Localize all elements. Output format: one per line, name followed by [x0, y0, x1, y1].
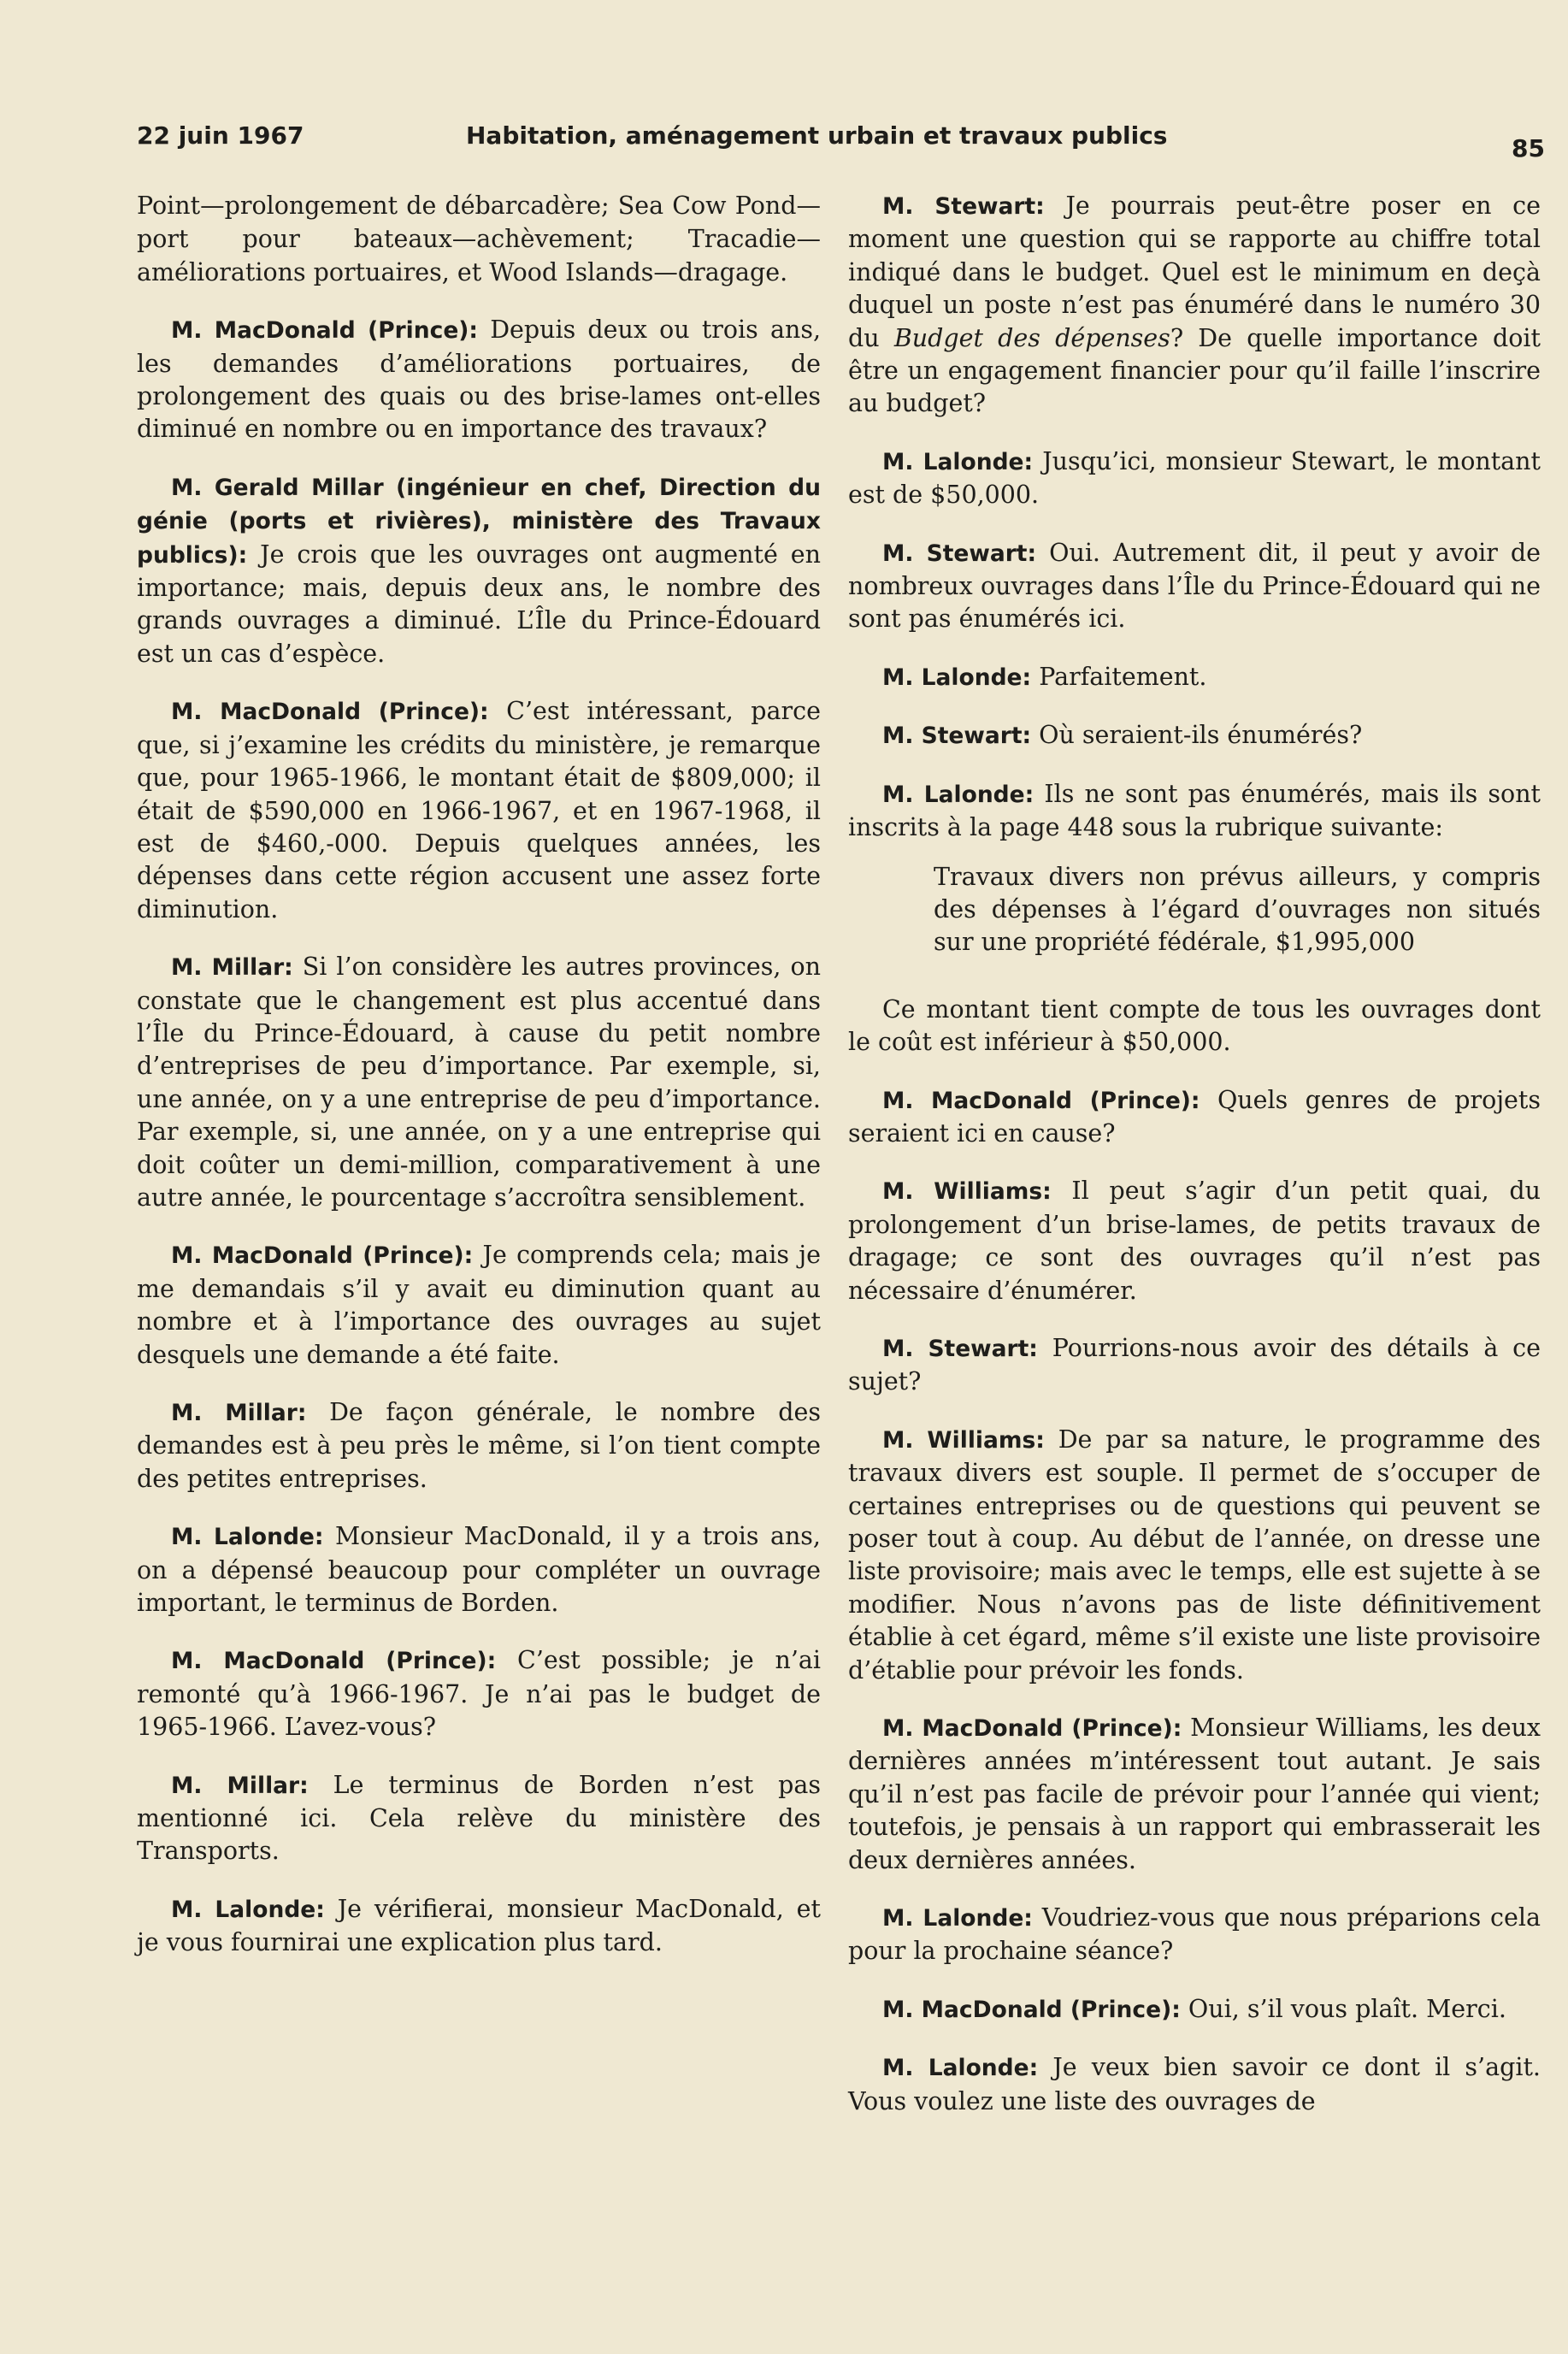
paragraph-text: Jusqu’ici, monsieur Stewart, le montant est de $50,000.: [848, 446, 1541, 510]
paragraph: [848, 1175, 1541, 1307]
paragraph-text: Depuis deux ou trois ans, les demandes d’améliorations portuaires, de prolongement des quais ou des brise-lames ont-elles diminué en nombre ou en importance des travaux?: [137, 316, 822, 444]
paragraph-text: Parfaitement.: [1039, 662, 1207, 691]
paragraph-text: De par sa nature, le programme des travaux divers est souple. Il permet de s’occuper de certaines entreprises ou de questions qui peuvent se poser tout à coup. Au début de l’année, on dresse une liste provisoire; mais avec le temps, elle est sujette à se modifier. Nous n’avons pas de liste définitivement établie à cet égard, même s’il existe une liste provisoire d’établie pour prévoir les fonds.: [848, 1425, 1541, 1684]
page-number: 85: [1512, 134, 1545, 162]
paragraph: [848, 537, 1541, 636]
paragraph: [848, 1712, 1541, 1877]
speaker-label: M. Lalonde:: [882, 448, 1034, 475]
italic-title: Budget des dépenses: [893, 323, 1170, 352]
page-header: [137, 121, 1556, 181]
header-date: 22 juin 1967: [137, 121, 304, 150]
paragraph: [848, 1332, 1541, 1399]
paragraph: [137, 1520, 821, 1619]
block-quote: [934, 861, 1541, 959]
paragraph: [137, 190, 821, 289]
paragraph: [848, 445, 1541, 512]
speaker-label: M. Stewart:: [882, 540, 1037, 567]
speaker-label: M. Millar:: [171, 954, 293, 982]
paragraph: [848, 719, 1541, 752]
paragraph: [848, 778, 1541, 845]
speaker-label: M. Lalonde:: [882, 1905, 1033, 1932]
paragraph-text: Monsieur Williams, les deux dernières années m’intéressent tout autant. Je sais qu’il n’est pas facile de prévoir pour l’année qui vient; toutefois, je pensais à un rapport qui embrasserait les deux dernières années.: [848, 1714, 1541, 1874]
paragraph: [137, 695, 821, 926]
paragraph: [137, 1644, 821, 1743]
speaker-label: M. Gerald Millar (ingénieur en chef, Direction du génie (ports et rivières), ministère des Travaux publics):: [137, 474, 821, 569]
paragraph-text: Pourrions-nous avoir des détails à ce sujet?: [848, 1333, 1541, 1396]
paragraph-text: Je veux bien savoir ce dont il s’agit. Vous voulez une liste des ouvrages de: [848, 2053, 1541, 2115]
left-column: [137, 190, 821, 1985]
paragraph-text: Ils ne sont pas énumérés, mais ils sont inscrits à la page 448 sous la rubrique suivante:: [848, 779, 1541, 842]
paragraph-text: Voudriez-vous que nous préparions cela pour la prochaine séance?: [848, 1903, 1541, 1966]
paragraph-text: Monsieur MacDonald, il y a trois ans, on a dépensé beaucoup pour compléter un ouvrage important, le terminus de Borden.: [137, 1522, 821, 1618]
speaker-label: M. Stewart:: [882, 193, 1045, 220]
paragraph-text: Je comprends cela; mais je me demandais s’il y avait eu diminution quant au nombre et à l’importance des ouvrages au sujet desquels une demande a été faite.: [137, 1241, 822, 1369]
paragraph: [848, 2051, 1541, 2118]
speaker-label: M. Lalonde:: [882, 781, 1035, 808]
speaker-label: M. Stewart:: [882, 1335, 1038, 1362]
paragraph: [848, 994, 1541, 1059]
speaker-label: M. Lalonde:: [171, 1524, 324, 1551]
speaker-label: M. MacDonald (Prince):: [171, 1242, 474, 1270]
paragraph-text: Oui. Autrement dit, il peut y avoir de nombreux ouvrages dans l’Île du Prince-Édouard qui ne sont pas énumérés ici.: [848, 538, 1541, 634]
paragraph: [137, 1893, 821, 1960]
paragraph-text: Je pourrais peut-être poser en ce moment une question qui se rapporte au chiffre total indiqué dans le budget. Quel est le minimum en deçà duquel un poste n’est pas énuméré dans le numéro 30 du: [848, 192, 1541, 352]
speaker-label: M. Millar:: [171, 1772, 309, 1799]
speaker-label: M. MacDonald (Prince):: [882, 1715, 1182, 1743]
paragraph-text: Oui, s’il vous plaît. Merci.: [1188, 1994, 1506, 2023]
speaker-label: M. Millar:: [171, 1400, 307, 1426]
paragraph-text: Où seraient-ils énumérés?: [1039, 721, 1363, 750]
speaker-label: M. Williams:: [882, 1426, 1045, 1454]
speaker-label: M. Williams:: [882, 1178, 1052, 1206]
paragraph: [848, 1993, 1541, 2027]
paragraph-text: C’est possible; je n’ai remonté qu’à 1966-1967. Je n’ai pas le budget de 1965-1966. L’avez-vous?: [137, 1646, 822, 1742]
paragraph-text: Quels genres de projets seraient ici en cause?: [848, 1085, 1541, 1148]
paragraph: [848, 1902, 1541, 1968]
speaker-label: M. MacDonald (Prince):: [882, 1087, 1200, 1114]
speaker-label: M. Stewart:: [882, 723, 1032, 750]
speaker-label: M. MacDonald (Prince):: [882, 1996, 1181, 2023]
speaker-label: M. Lalonde:: [882, 664, 1032, 691]
paragraph-text: De façon générale, le nombre des demandes est à peu près le même, si l’on tient compte des petites entreprises.: [137, 1398, 821, 1493]
paragraph-text: Le terminus de Borden n’est pas mentionné ici. Cela relève du ministère des Transports.: [137, 1770, 822, 1866]
paragraph: [137, 951, 821, 1214]
paragraph: [137, 471, 821, 670]
paragraph: [848, 1084, 1541, 1151]
speaker-label: M. MacDonald (Prince):: [171, 317, 479, 345]
paragraph: [137, 1396, 821, 1496]
paragraph-text: Si l’on considère les autres provinces, on constate que le changement est plus accentué dans l’Île du Prince-Édouard, à cause du petit nombre d’entreprises de peu d’importance. Par exemple, si, une année, on y a une entreprise de peu d’importance. Par exemple, si, une année, on y a une entreprise qui doit coûter un demi-million, comparativement à une autre année, le pourcentage s’accroîtra sensiblement.: [137, 953, 821, 1212]
paragraph: [848, 190, 1541, 421]
paragraph: [137, 314, 821, 446]
paragraph-text: C’est intéressant, parce que, si j’examine les crédits du ministère, je remarque que, pour 1965-1966, le montant était de $809,000; il était de $590,000 en 1966-1967, et en 1967-1968, il est de $460,-000. Depuis quelques années, les dépenses dans cette région accusent une assez forte diminution.: [137, 697, 821, 923]
paragraph-text: Point—prolongement de débarcadère; Sea Cow Pond—port pour bateaux—achèvement; Tracadie—améliorations portuaires, et Wood Islands—dragage.: [137, 192, 821, 286]
paragraph: [848, 661, 1541, 694]
paragraph: [137, 1769, 821, 1868]
header-title: Habitation, aménagement urbain et travaux publics: [466, 121, 1168, 150]
paragraph-text-after: ? De quelle importance doit être un engagement financier pour qu’il faille l’inscrire au budget?: [848, 323, 1541, 418]
speaker-label: M. Lalonde:: [171, 1896, 325, 1923]
quote-text: Travaux divers non prévus ailleurs, y compris des dépenses à l’égard d’ouvrages non situés sur une propriété fédérale, $1,995,000: [934, 862, 1541, 957]
right-column: [848, 190, 1541, 2143]
paragraph-text: Je crois que les ouvrages ont augmenté en importance; mais, depuis deux ans, le nombre des grands ouvrages a diminué. L’Île du Prince-Édouard est un cas d’espèce.: [137, 540, 822, 668]
paragraph: [848, 1424, 1541, 1687]
speaker-label: M. MacDonald (Prince):: [171, 699, 489, 726]
speaker-label: M. Lalonde:: [882, 2055, 1039, 2082]
paragraph: [137, 1239, 821, 1372]
paragraph-text: Ce montant tient compte de tous les ouvrages dont le coût est inférieur à $50,000.: [848, 994, 1541, 1057]
paragraph-text: Il peut s’agir d’un petit quai, du prolongement d’un brise-lames, de petits travaux de dragage; ce sont des ouvrages qu’il n’est pas nécessaire d’énumérer.: [848, 1177, 1541, 1305]
speaker-label: M. MacDonald (Prince):: [171, 1648, 497, 1675]
paragraph-text: Je vérifierai, monsieur MacDonald, et je vous fournirai une explication plus tard.: [137, 1894, 821, 1957]
